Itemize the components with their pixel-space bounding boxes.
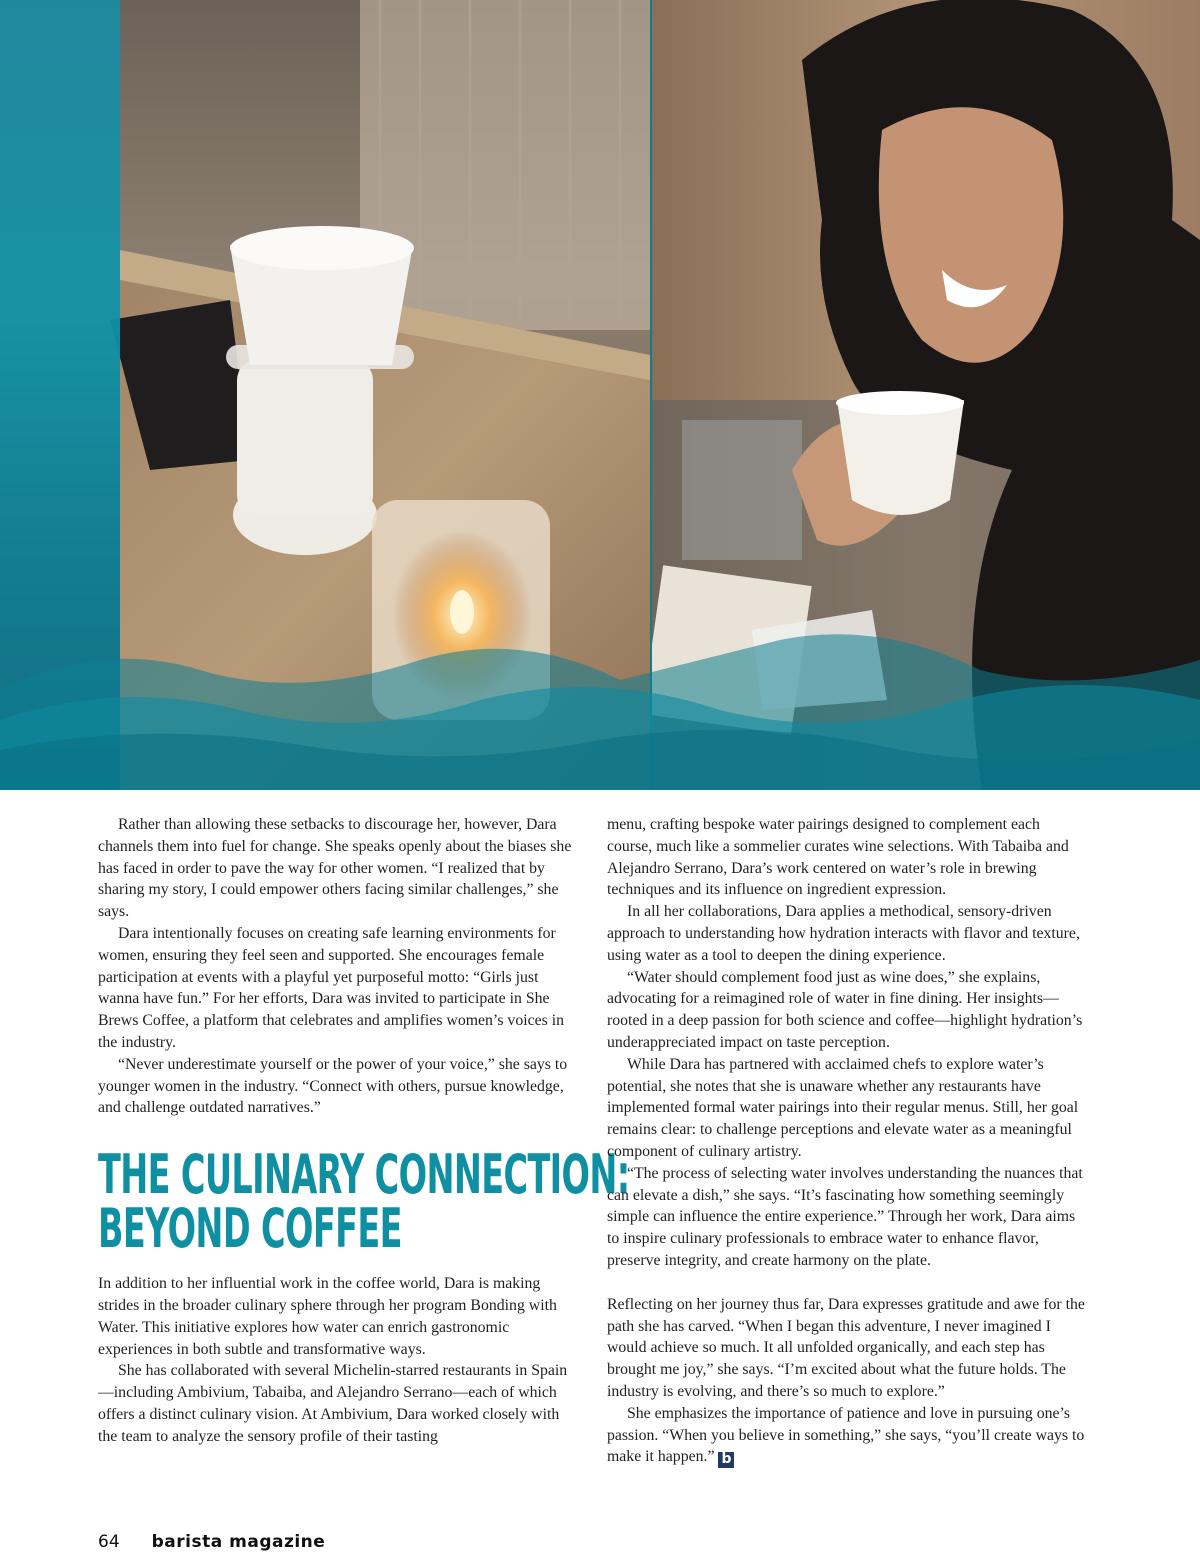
- body-paragraph: While Dara has partnered with acclaimed chefs to explore water’s potential, she notes that she is unaware whether any restaurants have implemented formal water pairings into their regular menus. Still, her goal remains clear: to challenge perceptions and elevate water as a meaningful component of culinary artistry.: [607, 1055, 1079, 1160]
- left-column: [98, 814, 630, 1448]
- body-paragraph: “The process of selecting water involves understanding the nuances that can elevate a dish,” she says. “It’s fascinating how something seemingly simple can influence the entire experience.” Through her work, Dara aims to inspire culinary professionals to embrace water to enhance flavor, preserve integrity, and create harmony on the plate.: [607, 1164, 1083, 1269]
- pull-quote-paragraph: “Never underestimate yourself or the power of your voice,” she says to younger women in the industry. “Connect with others, pursue knowledge, and challenge outdated narratives.”: [98, 1055, 568, 1117]
- body-paragraph: menu, crafting bespoke water pairings designed to complement each course, much like a sommelier curates wine selections. With Tabaiba and Alejandro Serrano, Dara’s work centered on water’s role in brewing techniques and its influence on ingredient expression.: [607, 816, 1069, 899]
- section-heading-line: THE CULINARY CONNECTION:: [98, 1143, 630, 1207]
- end-mark-icon: b: [718, 1452, 734, 1468]
- body-paragraph: She has collaborated with several Michelin-starred restaurants in Spain—including Ambivium, Tabaiba, and Alejandro Serrano—each of which offers a distinct culinary vision. At Ambivium, Dara worked closely with the team to analyze the sensory profile of their tasting: [98, 1362, 568, 1445]
- closing-paragraph: [607, 1403, 1089, 1469]
- section-heading: [98, 1143, 630, 1261]
- body-paragraph: Dara intentionally focuses on creating safe learning environments for women, ensuring they feel seen and supported. She encourages female participation at events with a playful yet purposeful motto: “Girls just wanna have fun.” For her efforts, Dara was invited to participate in She Brews Coffee, a platform that celebrates and amplifies women’s voices in the industry.: [98, 924, 565, 1051]
- body-paragraph: In addition to her influential work in the coffee world, Dara is making strides in the broader culinary sphere through her program Bonding with Water. This initiative explores how water can enrich gastronomic experiences in both subtle and transformative ways.: [98, 1275, 557, 1358]
- body-paragraph: “Water should complement food just as wine does,” she explains, advocating for a reimagined role of water in fine dining. Her insights—rooted in a deep passion for both science and coffee—highlight hydration’s underappreciated impact on taste perception.: [607, 968, 1083, 1051]
- body-paragraph: Reflecting on her journey thus far, Dara expresses gratitude and awe for the path she has carved. “When I began this adventure, I never imagined I would achieve so much. It all unfolded organically, and each step has brought me joy,” she says. “I’m excited about what the future holds. The industry is evolving, and there’s so much to explore.”: [607, 1295, 1085, 1400]
- magazine-name: barista magazine: [151, 1532, 326, 1552]
- right-column: [607, 814, 1089, 1468]
- closing-text: She emphasizes the importance of patience and love in pursuing one’s passion. “When you believe in something,” she says, “you’ll create ways to make it happen.”: [607, 1404, 1085, 1466]
- page-number: 64: [98, 1532, 120, 1552]
- watercolor-wave-decoration: [0, 600, 1200, 790]
- page-footer: [98, 1532, 325, 1552]
- body-paragraph: In all her collaborations, Dara applies a methodical, sensory-driven approach to understanding how hydration interacts with flavor and texture, using water as a tool to deepen the dining experience.: [607, 903, 1080, 964]
- section-heading-line: BEYOND COFFEE: [98, 1197, 402, 1261]
- body-paragraph: Rather than allowing these setbacks to discourage her, however, Dara channels them into fuel for change. She speaks openly about the biases she has faced in order to pave the way for other women. “I realized that by sharing my story, I could empower others facing similar challenges,” she says.: [98, 816, 572, 921]
- paragraph-gap: [607, 1272, 1089, 1294]
